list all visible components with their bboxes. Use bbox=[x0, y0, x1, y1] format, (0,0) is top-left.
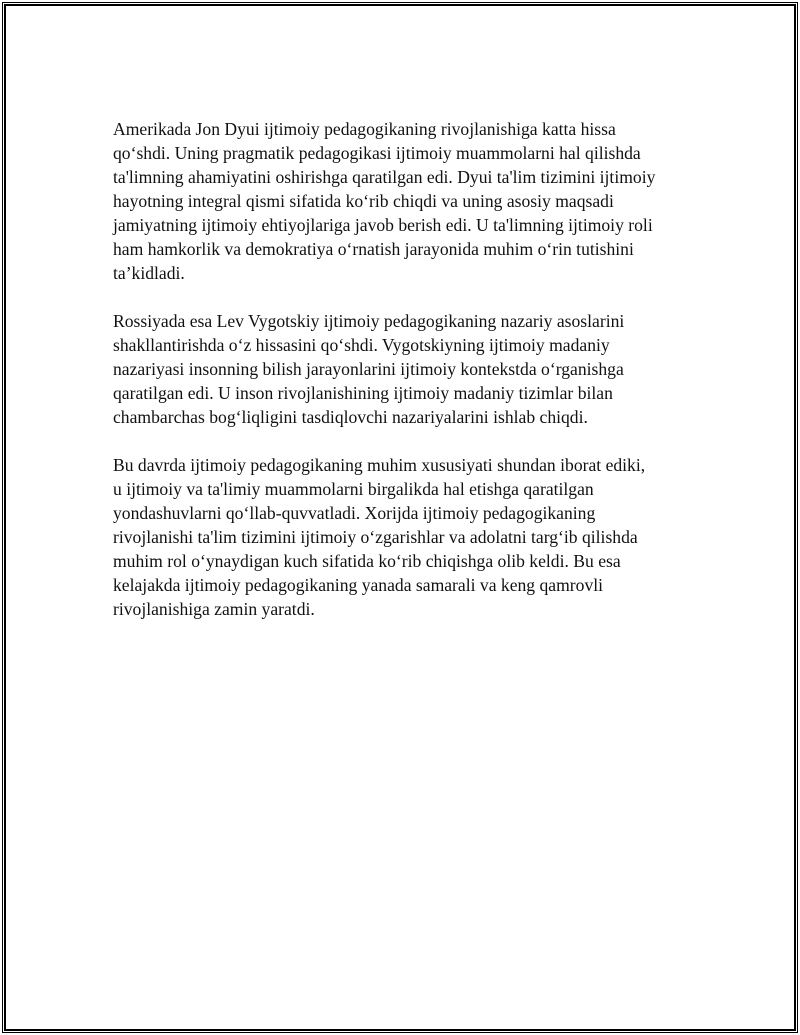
text-line: rivojlanishi ta'lim tizimini ijtimoiy o‘zgarishlar va adolatni targ‘ib qilishda bbox=[113, 527, 638, 547]
text-line: rivojlanishiga zamin yaratdi. bbox=[113, 599, 315, 619]
text-line: muhim rol o‘ynaydigan kuch sifatida ko‘rib chiqishga olib keldi. Bu esa bbox=[113, 551, 621, 571]
text-line: Amerikada Jon Dyui ijtimoiy pedagogikaning rivojlanishiga katta hissa bbox=[113, 119, 616, 139]
text-line: ta'limning ahamiyatini oshirishga qaratilgan edi. Dyui ta'lim tizimini ijtimoiy bbox=[113, 167, 656, 187]
text-line: qo‘shdi. Uning pragmatik pedagogikasi ijtimoiy muammolarni hal qilishda bbox=[113, 143, 641, 163]
text-line: shakllantirishda o‘z hissasini qo‘shdi. Vygotskiyning ijtimoiy madaniy bbox=[113, 335, 610, 355]
text-line: jamiyatning ijtimoiy ehtiyojlariga javob berish edi. U ta'limning ijtimoiy roli bbox=[113, 215, 653, 235]
text-line: Rossiyada esa Lev Vygotskiy ijtimoiy pedagogikaning nazariy asoslarini bbox=[113, 311, 625, 331]
text-line: hayotning integral qismi sifatida ko‘rib chiqdi va uning asosiy maqsadi bbox=[113, 191, 614, 211]
text-line: u ijtimoiy va ta'limiy muammolarni birgalikda hal etishga qaratilgan bbox=[113, 479, 594, 499]
text-line: qaratilgan edi. U inson rivojlanishining ijtimoiy madaniy tizimlar bilan bbox=[113, 383, 613, 403]
paragraph-dewey bbox=[113, 117, 688, 285]
text-line: ta’kidladi. bbox=[113, 263, 185, 283]
text-line: chambarchas bog‘liqligini tasdiqlovchi nazariyalarini ishlab chiqdi. bbox=[113, 407, 588, 427]
text-line: Bu davrda ijtimoiy pedagogikaning muhim xususiyati shundan iborat ediki, bbox=[113, 455, 646, 475]
text-line: yondashuvlarni qo‘llab-quvvatladi. Xorijda ijtimoiy pedagogikaning bbox=[113, 503, 596, 523]
text-line: kelajakda ijtimoiy pedagogikaning yanada samarali va keng qamrovli bbox=[113, 575, 604, 595]
paragraph-summary bbox=[113, 453, 688, 621]
paragraph-vygotsky bbox=[113, 309, 688, 429]
text-line: ham hamkorlik va demokratiya o‘rnatish jarayonida muhim o‘rin tutishini bbox=[113, 239, 634, 259]
document-body bbox=[113, 117, 688, 645]
text-line: nazariyasi insonning bilish jarayonlarini ijtimoiy kontekstda o‘rganishga bbox=[113, 359, 624, 379]
